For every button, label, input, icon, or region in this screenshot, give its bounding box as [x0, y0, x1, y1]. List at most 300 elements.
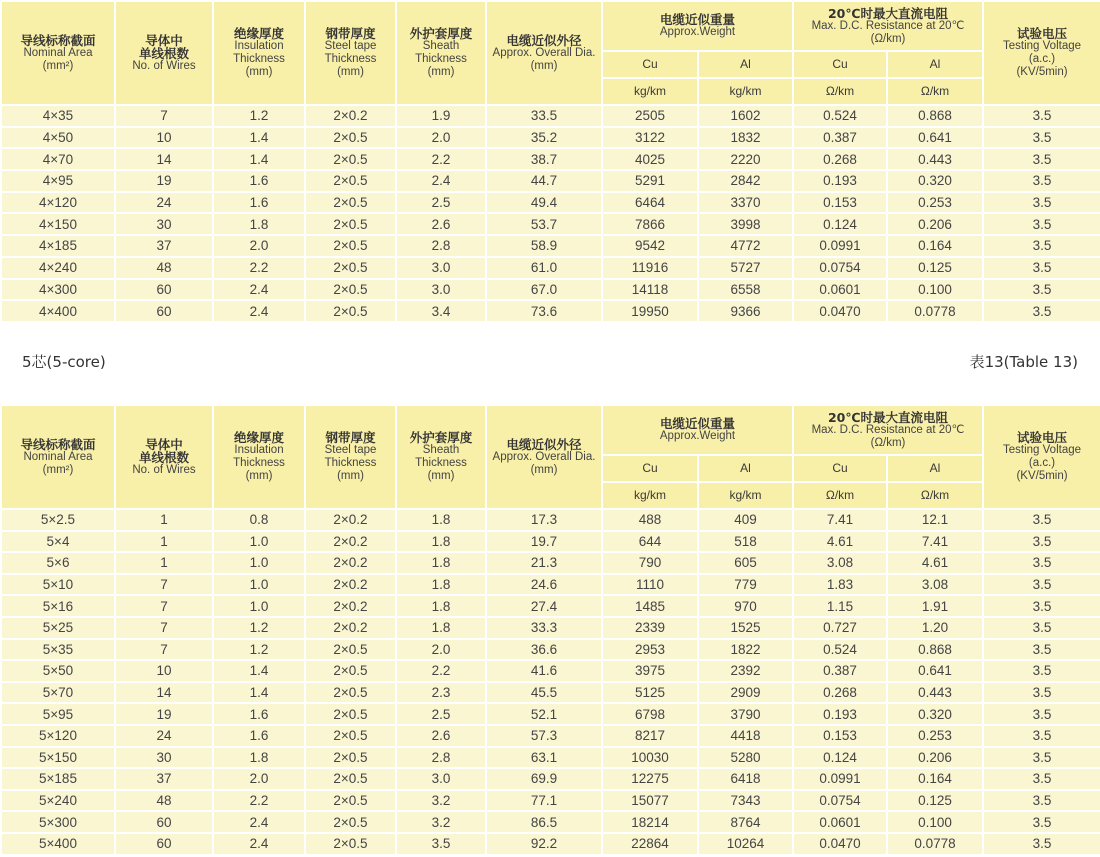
- header-resistance-cu: Cu: [793, 455, 887, 482]
- table-cell: 2.0: [213, 768, 305, 790]
- table-cell: 9366: [698, 300, 793, 322]
- table-cell: 3.5: [983, 660, 1100, 682]
- table-cell: 1: [115, 552, 213, 574]
- table-cell: 5×185: [1, 768, 115, 790]
- table-cell: 2×0.5: [305, 703, 396, 725]
- table-row: [1, 574, 1100, 596]
- table-cell: 2×0.2: [305, 105, 396, 127]
- table-cell: 2.4: [213, 811, 305, 833]
- table-cell: 2392: [698, 660, 793, 682]
- table-cell: 7: [115, 574, 213, 596]
- table-cell: 19: [115, 170, 213, 192]
- table-cell: 0.206: [887, 747, 983, 769]
- table-cell: 2505: [602, 105, 698, 127]
- table-cell: 14: [115, 682, 213, 704]
- table-cell: 10030: [602, 747, 698, 769]
- table-cell: 4×35: [1, 105, 115, 127]
- table-row: [1, 509, 1100, 531]
- table-cell: 0.153: [793, 725, 887, 747]
- table-cell: 4×50: [1, 127, 115, 149]
- table-cell: 48: [115, 257, 213, 279]
- table-cell: 22864: [602, 833, 698, 855]
- table-cell: 5×240: [1, 790, 115, 812]
- table-number-label: 表13(Table 13): [969, 353, 1078, 371]
- table-cell: 92.2: [486, 833, 602, 855]
- table-row: [1, 300, 1100, 322]
- table-row: [1, 682, 1100, 704]
- table-cell: 10: [115, 127, 213, 149]
- table-cell: 14118: [602, 279, 698, 301]
- table-cell: 4772: [698, 235, 793, 257]
- table-row: [1, 703, 1100, 725]
- table-cell: 49.4: [486, 192, 602, 214]
- table-cell: 69.9: [486, 768, 602, 790]
- table-row: [1, 833, 1100, 855]
- table-cell: 0.0754: [793, 790, 887, 812]
- table-cell: 2×0.5: [305, 127, 396, 149]
- table-cell: 0.868: [887, 105, 983, 127]
- table-cell: 24: [115, 192, 213, 214]
- table-cell: 3.5: [983, 235, 1100, 257]
- table-cell: 409: [698, 509, 793, 531]
- table-cell: 0.8: [213, 509, 305, 531]
- header-max-dc-resistance: 20℃时最大直流电阻 Max. D.C. Resistance at 20℃ (Ω/km): [793, 1, 983, 51]
- table-cell: 3.5: [983, 595, 1100, 617]
- table-cell: 3.5: [983, 148, 1100, 170]
- table-cell: 3.5: [983, 833, 1100, 855]
- table-row: [1, 617, 1100, 639]
- header-resistance-cu-unit: Ω/km: [793, 78, 887, 105]
- table-cell: 1.8: [396, 509, 486, 531]
- table-row: [1, 660, 1100, 682]
- table-cell: 0.524: [793, 639, 887, 661]
- table-cell: 2.8: [396, 747, 486, 769]
- table-cell: 3.5: [983, 279, 1100, 301]
- table-cell: 7: [115, 617, 213, 639]
- table-cell: 0.524: [793, 105, 887, 127]
- table-cell: 5×25: [1, 617, 115, 639]
- table-body: [1, 105, 1100, 322]
- table-cell: 2×0.5: [305, 279, 396, 301]
- table-cell: 0.0470: [793, 300, 887, 322]
- table-cell: 0.0601: [793, 279, 887, 301]
- table-cell: 0.193: [793, 170, 887, 192]
- header-approx-weight: 电缆近似重量 Approx.Weight: [602, 405, 793, 455]
- table-cell: 2.4: [396, 170, 486, 192]
- table-cell: 30: [115, 213, 213, 235]
- table-cell: 2×0.5: [305, 639, 396, 661]
- table-cell: 3.5: [983, 257, 1100, 279]
- table-cell: 4×150: [1, 213, 115, 235]
- table-cell: 4×300: [1, 279, 115, 301]
- header-weight-al: Al: [698, 51, 793, 78]
- table-cell: 15077: [602, 790, 698, 812]
- header-sheath-thickness: 外护套厚度 Sheath Thickness (mm): [396, 405, 486, 509]
- table-cell: 3.5: [983, 509, 1100, 531]
- table-cell: 2×0.2: [305, 574, 396, 596]
- table-cell: 3.5: [396, 833, 486, 855]
- table-row: [1, 235, 1100, 257]
- table-cell: 35.2: [486, 127, 602, 149]
- table-cell: 4×400: [1, 300, 115, 322]
- table-cell: 2×0.5: [305, 660, 396, 682]
- table-cell: 2×0.5: [305, 170, 396, 192]
- table-cell: 1525: [698, 617, 793, 639]
- table-cell: 3.5: [983, 639, 1100, 661]
- table-cell: 52.1: [486, 703, 602, 725]
- table-cell: 19950: [602, 300, 698, 322]
- header-overall-dia: 电缆近似外径 Approx. Overall Dia. (mm): [486, 1, 602, 105]
- table-cell: 1.4: [213, 682, 305, 704]
- table-row: [1, 127, 1100, 149]
- header-max-dc-resistance: 20℃时最大直流电阻 Max. D.C. Resistance at 20℃ (Ω/km): [793, 405, 983, 455]
- table-cell: 1.6: [213, 192, 305, 214]
- table-cell: 0.153: [793, 192, 887, 214]
- table-cell: 1.4: [213, 660, 305, 682]
- table-cell: 3.5: [983, 768, 1100, 790]
- table-row: [1, 170, 1100, 192]
- table-cell: 63.1: [486, 747, 602, 769]
- table-cell: 7866: [602, 213, 698, 235]
- header-nominal-area: 导线标称截面 Nominal Area (mm²): [1, 1, 115, 105]
- table-cell: 2×0.5: [305, 725, 396, 747]
- spec-table-5-core: [0, 404, 1100, 856]
- table-row: [1, 531, 1100, 553]
- table-row: [1, 213, 1100, 235]
- table-cell: 2220: [698, 148, 793, 170]
- table-cell: 1.15: [793, 595, 887, 617]
- table-body: [1, 509, 1100, 855]
- table-row: [1, 105, 1100, 127]
- table-cell: 5×400: [1, 833, 115, 855]
- table-cell: 4×120: [1, 192, 115, 214]
- table-cell: 1.8: [396, 531, 486, 553]
- table-row: [1, 811, 1100, 833]
- table-cell: 44.7: [486, 170, 602, 192]
- table-cell: 0.125: [887, 790, 983, 812]
- header-weight-al: Al: [698, 455, 793, 482]
- table-cell: 1.2: [213, 639, 305, 661]
- header-overall-dia: 电缆近似外径 Approx. Overall Dia. (mm): [486, 405, 602, 509]
- table-cell: 2×0.5: [305, 833, 396, 855]
- table-cell: 0.125: [887, 257, 983, 279]
- table-cell: 37: [115, 768, 213, 790]
- table-cell: 518: [698, 531, 793, 553]
- table-cell: 0.641: [887, 127, 983, 149]
- table-cell: 1.20: [887, 617, 983, 639]
- table-cell: 3.0: [396, 279, 486, 301]
- table-cell: 0.164: [887, 235, 983, 257]
- header-steel-tape-thickness: 钢带厚度 Steel tape Thickness (mm): [305, 1, 396, 105]
- table-cell: 3.5: [983, 703, 1100, 725]
- table-cell: 2×0.2: [305, 552, 396, 574]
- header-weight-al-unit: kg/km: [698, 482, 793, 509]
- table-row: [1, 279, 1100, 301]
- header-weight-cu: Cu: [602, 455, 698, 482]
- table-cell: 5×50: [1, 660, 115, 682]
- table-row: [1, 725, 1100, 747]
- header-steel-tape-thickness: 钢带厚度 Steel tape Thickness (mm): [305, 405, 396, 509]
- table-row: [1, 595, 1100, 617]
- table-cell: 3370: [698, 192, 793, 214]
- table-cell: 0.164: [887, 768, 983, 790]
- table-cell: 3122: [602, 127, 698, 149]
- table-cell: 37: [115, 235, 213, 257]
- table-cell: 3.5: [983, 552, 1100, 574]
- table-cell: 0.124: [793, 747, 887, 769]
- table-cell: 5×150: [1, 747, 115, 769]
- table-cell: 0.0991: [793, 768, 887, 790]
- header-resistance-al: Al: [887, 51, 983, 78]
- table-row: [1, 257, 1100, 279]
- table-cell: 4×185: [1, 235, 115, 257]
- table-cell: 2.4: [213, 833, 305, 855]
- table-cell: 6464: [602, 192, 698, 214]
- table-cell: 6418: [698, 768, 793, 790]
- table-cell: 1.8: [396, 617, 486, 639]
- header-no-of-wires: 导体中 单线根数 No. of Wires: [115, 405, 213, 509]
- header-nominal-area: 导线标称截面 Nominal Area (mm²): [1, 405, 115, 509]
- header-resistance-cu: Cu: [793, 51, 887, 78]
- table-cell: 1.4: [213, 127, 305, 149]
- table-cell: 970: [698, 595, 793, 617]
- table-cell: 1.8: [396, 574, 486, 596]
- table-cell: 5×70: [1, 682, 115, 704]
- table-cell: 1.8: [213, 213, 305, 235]
- table-cell: 644: [602, 531, 698, 553]
- table-cell: 3998: [698, 213, 793, 235]
- table-cell: 2×0.5: [305, 811, 396, 833]
- table-cell: 2×0.5: [305, 747, 396, 769]
- table-cell: 1.6: [213, 170, 305, 192]
- table-cell: 2×0.5: [305, 300, 396, 322]
- table-cell: 3.0: [396, 768, 486, 790]
- table-cell: 5727: [698, 257, 793, 279]
- table-cell: 5×300: [1, 811, 115, 833]
- table-cell: 3.2: [396, 790, 486, 812]
- table-cell: 6558: [698, 279, 793, 301]
- table-cell: 1110: [602, 574, 698, 596]
- table-cell: 57.3: [486, 725, 602, 747]
- table-cell: 3.5: [983, 725, 1100, 747]
- table-cell: 0.268: [793, 148, 887, 170]
- table-cell: 0.387: [793, 660, 887, 682]
- table-cell: 17.3: [486, 509, 602, 531]
- table-cell: 5×6: [1, 552, 115, 574]
- table-cell: 4418: [698, 725, 793, 747]
- table-cell: 45.5: [486, 682, 602, 704]
- table-cell: 6798: [602, 703, 698, 725]
- table-row: [1, 747, 1100, 769]
- table-cell: 0.320: [887, 703, 983, 725]
- table-cell: 0.253: [887, 725, 983, 747]
- table-cell: 2.5: [396, 192, 486, 214]
- table-cell: 4×70: [1, 148, 115, 170]
- table-cell: 19: [115, 703, 213, 725]
- table-cell: 0.100: [887, 279, 983, 301]
- table-cell: 60: [115, 279, 213, 301]
- table-cell: 4.61: [887, 552, 983, 574]
- table-cell: 779: [698, 574, 793, 596]
- table-cell: 1.8: [396, 595, 486, 617]
- table-cell: 2.6: [396, 725, 486, 747]
- table-cell: 1.4: [213, 148, 305, 170]
- table-cell: 5×95: [1, 703, 115, 725]
- table-cell: 2×0.2: [305, 595, 396, 617]
- table-cell: 14: [115, 148, 213, 170]
- table-cell: 1.6: [213, 725, 305, 747]
- table-cell: 27.4: [486, 595, 602, 617]
- table-cell: 1.8: [396, 552, 486, 574]
- table-cell: 5280: [698, 747, 793, 769]
- table-cell: 86.5: [486, 811, 602, 833]
- table-cell: 18214: [602, 811, 698, 833]
- table-cell: 3.4: [396, 300, 486, 322]
- table-row: [1, 148, 1100, 170]
- header-no-of-wires: 导体中 单线根数 No. of Wires: [115, 1, 213, 105]
- table-cell: 3.5: [983, 192, 1100, 214]
- table-cell: 5×10: [1, 574, 115, 596]
- table-cell: 60: [115, 833, 213, 855]
- table-cell: 7.41: [793, 509, 887, 531]
- table-cell: 1.91: [887, 595, 983, 617]
- table-cell: 2.2: [213, 257, 305, 279]
- table-cell: 1485: [602, 595, 698, 617]
- table-cell: 2×0.2: [305, 617, 396, 639]
- table-cell: 30: [115, 747, 213, 769]
- table-cell: 3.5: [983, 574, 1100, 596]
- header-resistance-al: Al: [887, 455, 983, 482]
- table-cell: 2339: [602, 617, 698, 639]
- table-cell: 0.0778: [887, 833, 983, 855]
- table-cell: 0.320: [887, 170, 983, 192]
- table-cell: 7: [115, 105, 213, 127]
- header-insulation-thickness: 绝缘厚度 Insulation Thickness (mm): [213, 405, 305, 509]
- table-cell: 0.193: [793, 703, 887, 725]
- table-cell: 0.0601: [793, 811, 887, 833]
- table-cell: 1832: [698, 127, 793, 149]
- table-cell: 1.0: [213, 552, 305, 574]
- table-cell: 0.727: [793, 617, 887, 639]
- table-cell: 5125: [602, 682, 698, 704]
- table-cell: 60: [115, 811, 213, 833]
- table-cell: 4×95: [1, 170, 115, 192]
- table-cell: 3.5: [983, 790, 1100, 812]
- table-cell: 3.5: [983, 213, 1100, 235]
- table-cell: 3.5: [983, 531, 1100, 553]
- table-cell: 3.2: [396, 811, 486, 833]
- table-cell: 10264: [698, 833, 793, 855]
- table-cell: 3.5: [983, 170, 1100, 192]
- table-cell: 53.7: [486, 213, 602, 235]
- table-cell: 5×4: [1, 531, 115, 553]
- table-cell: 3790: [698, 703, 793, 725]
- table-cell: 77.1: [486, 790, 602, 812]
- table-cell: 2.0: [396, 639, 486, 661]
- table-cell: 2.4: [213, 279, 305, 301]
- table-row: [1, 790, 1100, 812]
- table-cell: 1: [115, 531, 213, 553]
- table-row: [1, 768, 1100, 790]
- table-cell: 2×0.5: [305, 213, 396, 235]
- table-cell: 2.2: [396, 660, 486, 682]
- table-cell: 2×0.5: [305, 235, 396, 257]
- table-cell: 21.3: [486, 552, 602, 574]
- header-sheath-thickness: 外护套厚度 Sheath Thickness (mm): [396, 1, 486, 105]
- table-cell: 488: [602, 509, 698, 531]
- table-cell: 41.6: [486, 660, 602, 682]
- header-testing-voltage: 试验电压 Testing Voltage (a.c.) (KV/5min): [983, 405, 1100, 509]
- table-cell: 38.7: [486, 148, 602, 170]
- table-cell: 2.8: [396, 235, 486, 257]
- table-cell: 4025: [602, 148, 698, 170]
- table-cell: 24: [115, 725, 213, 747]
- table-cell: 0.868: [887, 639, 983, 661]
- table-cell: 1.8: [213, 747, 305, 769]
- table-cell: 3.5: [983, 747, 1100, 769]
- table-cell: 73.6: [486, 300, 602, 322]
- table-cell: 3.5: [983, 617, 1100, 639]
- table-cell: 2.0: [396, 127, 486, 149]
- table-cell: 3975: [602, 660, 698, 682]
- table-row: [1, 639, 1100, 661]
- table-cell: 2×0.5: [305, 257, 396, 279]
- table-cell: 9542: [602, 235, 698, 257]
- table-cell: 0.206: [887, 213, 983, 235]
- table-cell: 2×0.2: [305, 531, 396, 553]
- table-cell: 1.6: [213, 703, 305, 725]
- table-cell: 5×35: [1, 639, 115, 661]
- table-cell: 7: [115, 639, 213, 661]
- header-weight-cu: Cu: [602, 51, 698, 78]
- table-cell: 2842: [698, 170, 793, 192]
- table-cell: 3.5: [983, 127, 1100, 149]
- table-cell: 790: [602, 552, 698, 574]
- table-cell: 36.6: [486, 639, 602, 661]
- table-cell: 2.0: [213, 235, 305, 257]
- table-cell: 0.100: [887, 811, 983, 833]
- table-cell: 3.5: [983, 811, 1100, 833]
- table-cell: 60: [115, 300, 213, 322]
- table-cell: 2×0.5: [305, 790, 396, 812]
- table-cell: 0.124: [793, 213, 887, 235]
- table-cell: 4×240: [1, 257, 115, 279]
- table-header: [1, 1, 1100, 105]
- table-cell: 2.3: [396, 682, 486, 704]
- table-cell: 7: [115, 595, 213, 617]
- header-testing-voltage: 试验电压 Testing Voltage (a.c.) (KV/5min): [983, 1, 1100, 105]
- table-cell: 2.2: [396, 148, 486, 170]
- table-cell: 1.2: [213, 105, 305, 127]
- table-cell: 2×0.5: [305, 682, 396, 704]
- table-cell: 3.5: [983, 300, 1100, 322]
- table-cell: 2×0.5: [305, 768, 396, 790]
- table-cell: 2×0.5: [305, 192, 396, 214]
- table-cell: 2909: [698, 682, 793, 704]
- header-approx-weight: 电缆近似重量 Approx.Weight: [602, 1, 793, 51]
- table-cell: 5291: [602, 170, 698, 192]
- table-cell: 8764: [698, 811, 793, 833]
- table-cell: 1822: [698, 639, 793, 661]
- table-cell: 2×0.5: [305, 148, 396, 170]
- header-weight-al-unit: kg/km: [698, 78, 793, 105]
- header-weight-cu-unit: kg/km: [602, 78, 698, 105]
- table-cell: 1.9: [396, 105, 486, 127]
- table-cell: 5×16: [1, 595, 115, 617]
- table-cell: 5×120: [1, 725, 115, 747]
- table-cell: 7.41: [887, 531, 983, 553]
- spec-table-4-core: [0, 0, 1100, 323]
